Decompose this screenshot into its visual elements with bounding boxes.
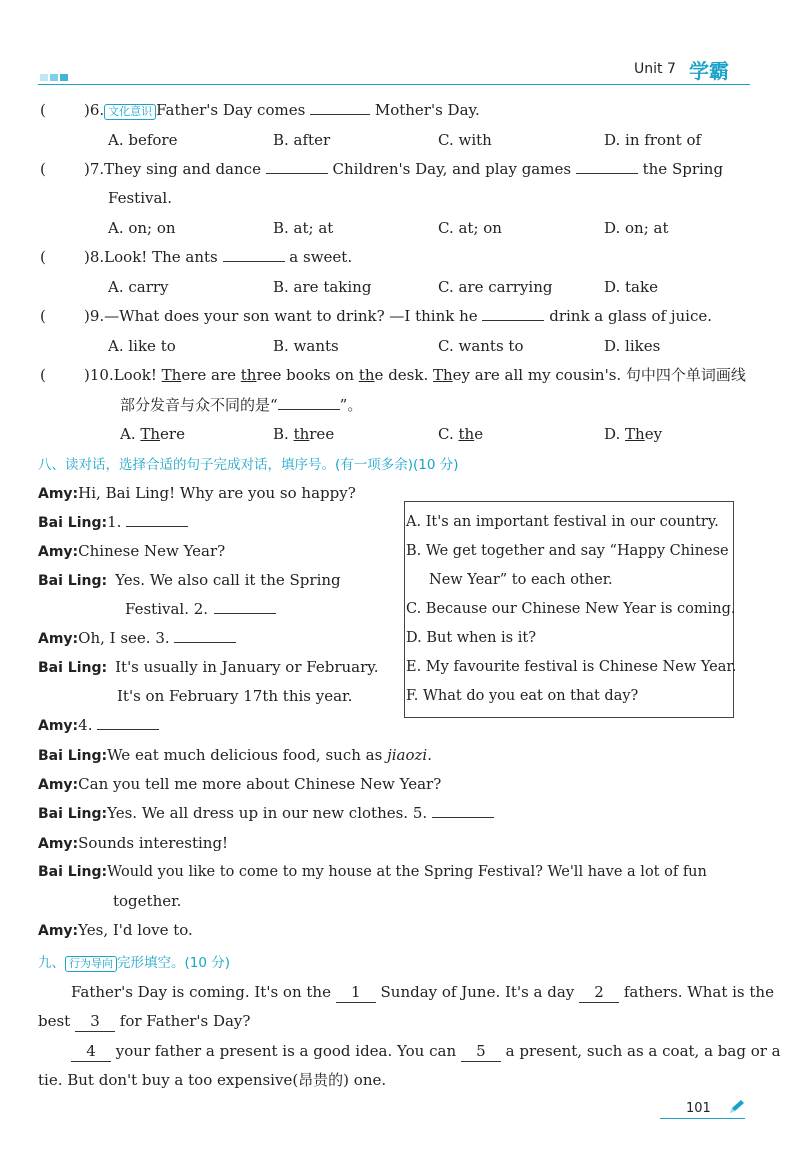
- question-9: )9.—What does your son want to drink? —I think he drink a glass of juice.: [84, 307, 713, 325]
- question-10-cont: 部分发音与众不同的是“ ”。: [120, 396, 363, 414]
- speaker: Bai Ling:: [38, 748, 108, 764]
- dialogue-line: Amy:Oh, I see. 3.: [38, 628, 236, 649]
- answer-blank[interactable]: [278, 395, 340, 410]
- dialogue-line: Bai Ling:1.: [38, 512, 188, 533]
- answer-blank[interactable]: [174, 628, 236, 643]
- cloze-line-4: tie. But don't buy a too expensive(昂贵的) one.: [38, 1071, 387, 1089]
- dialogue-line: Bai Ling: Yes. We also call it the Spring: [38, 571, 341, 589]
- question-8: )8.Look! The ants a sweet.: [84, 248, 353, 266]
- dialogue-line: Amy:Hi, Bai Ling! Why are you so happy?: [38, 484, 356, 502]
- cloze-line-1: Father's Day is coming. It's on the 1 Sunday of June. It's a day 2 fathers. What is the: [71, 983, 774, 1001]
- option: B. three: [273, 425, 335, 443]
- dialogue-line: Amy:Yes, I'd love to.: [38, 921, 193, 939]
- choice-item: B. We get together and say “Happy Chinese: [406, 543, 729, 559]
- option: C. wants to: [438, 337, 524, 355]
- cloze-blank-2[interactable]: 2: [579, 982, 619, 1003]
- option: C. the: [438, 425, 484, 443]
- speaker: Amy:: [38, 836, 79, 852]
- unit-label: Unit 7: [634, 61, 676, 77]
- cloze-blank-4[interactable]: 4: [71, 1041, 111, 1062]
- option: B. are taking: [273, 278, 372, 296]
- choice-item: E. My favourite festival is Chinese New Year.: [406, 659, 737, 675]
- header-decoration: [40, 66, 68, 85]
- answer-blank[interactable]: [214, 599, 276, 614]
- speaker: Amy:: [38, 631, 79, 647]
- pencil-icon: [728, 1099, 746, 1119]
- option: B. at; at: [273, 219, 334, 237]
- question-7-cont: Festival.: [108, 189, 172, 207]
- question-9-paren: (: [40, 307, 46, 325]
- dialogue-cont: together.: [113, 892, 182, 910]
- answer-blank[interactable]: [97, 715, 159, 730]
- option: C. at; on: [438, 219, 502, 237]
- behavior-tag: 行为导向: [65, 956, 117, 972]
- choice-item: A. It's an important festival in our country.: [406, 514, 719, 530]
- question-10: )10.Look! There are three books on the desk. They are all my cousin's. 句中四个单词画线: [84, 366, 746, 384]
- page-number: 101: [686, 1101, 711, 1116]
- speaker: Amy:: [38, 923, 79, 939]
- question-6: )6. 文化意识 Father's Day comes Mother's Day.: [84, 101, 480, 119]
- question-7: )7.They sing and dance Children's Day, and play games the Spring: [84, 160, 724, 178]
- question-6-paren: (: [40, 101, 46, 119]
- dialogue-cont: Festival. 2.: [125, 599, 276, 619]
- dialogue-line: Amy:Chinese New Year?: [38, 542, 226, 560]
- option: C. are carrying: [438, 278, 553, 296]
- cloze-line-2: best 3 for Father's Day?: [38, 1012, 251, 1030]
- choice-item: New Year” to each other.: [429, 572, 613, 588]
- option: A. carry: [108, 278, 169, 296]
- speaker: Amy:: [38, 777, 79, 793]
- speaker: Amy:: [38, 486, 79, 502]
- answer-blank[interactable]: [432, 803, 494, 818]
- dialogue-line: Amy:4.: [38, 715, 159, 736]
- dialogue-line: Amy:Sounds interesting!: [38, 834, 229, 852]
- dialogue-line: Amy:Can you tell me more about Chinese New Year?: [38, 775, 442, 793]
- speaker: Bai Ling:: [38, 864, 108, 880]
- cloze-blank-3[interactable]: 3: [75, 1011, 115, 1032]
- option: A. There: [120, 425, 185, 443]
- section-8-title: 八、读对话，选择合适的句子完成对话，填序号。(有一项多余)(10 分): [38, 457, 459, 473]
- option: A. like to: [108, 337, 176, 355]
- option: A. before: [108, 131, 178, 149]
- speaker: Bai Ling:: [38, 515, 108, 531]
- choice-item: D. But when is it?: [406, 630, 536, 646]
- choice-item: F. What do you eat on that day?: [406, 688, 639, 704]
- culture-tag: 文化意识: [104, 104, 156, 120]
- question-8-paren: (: [40, 248, 46, 266]
- brand-logo: 学霸: [689, 59, 729, 83]
- answer-blank[interactable]: [576, 159, 638, 174]
- option: D. take: [604, 278, 658, 296]
- answer-blank[interactable]: [482, 306, 544, 321]
- speaker: Bai Ling:: [38, 806, 108, 822]
- dialogue-line: Bai Ling:We eat much delicious food, such as jiaozi.: [38, 746, 432, 764]
- option: D. They: [604, 425, 663, 443]
- dialogue-line: Bai Ling: It's usually in January or February.: [38, 658, 379, 676]
- option: C. with: [438, 131, 492, 149]
- cloze-line-3: 4 your father a present is a good idea. You can 5 a present, such as a coat, a bag or a: [71, 1041, 781, 1062]
- cloze-blank-1[interactable]: 1: [336, 982, 376, 1003]
- option: A. on; on: [108, 219, 176, 237]
- cloze-blank-5[interactable]: 5: [461, 1041, 501, 1062]
- speaker: Amy:: [38, 718, 79, 734]
- choice-item: C. Because our Chinese New Year is coming.: [406, 601, 736, 617]
- speaker: Bai Ling:: [38, 660, 108, 676]
- section-9-title: 九、 行为导向 完形填空。(10 分): [38, 955, 231, 971]
- answer-blank[interactable]: [310, 100, 370, 115]
- option: D. likes: [604, 337, 661, 355]
- option: D. in front of: [604, 131, 702, 149]
- answer-blank[interactable]: [126, 512, 188, 527]
- header-rule: [38, 84, 750, 85]
- dialogue-line: Bai Ling:Would you like to come to my house at the Spring Festival? We'll have a lot of fun: [38, 864, 707, 880]
- option: D. on; at: [604, 219, 669, 237]
- answer-blank[interactable]: [223, 247, 285, 262]
- question-7-paren: (: [40, 160, 46, 178]
- speaker: Bai Ling:: [38, 573, 108, 589]
- speaker: Amy:: [38, 544, 79, 560]
- option: B. after: [273, 131, 331, 149]
- dialogue-line: Bai Ling:Yes. We all dress up in our new clothes. 5.: [38, 803, 494, 824]
- option: B. wants: [273, 337, 339, 355]
- answer-blank[interactable]: [266, 159, 328, 174]
- dialogue-cont: It's on February 17th this year.: [117, 687, 353, 705]
- question-10-paren: (: [40, 366, 46, 384]
